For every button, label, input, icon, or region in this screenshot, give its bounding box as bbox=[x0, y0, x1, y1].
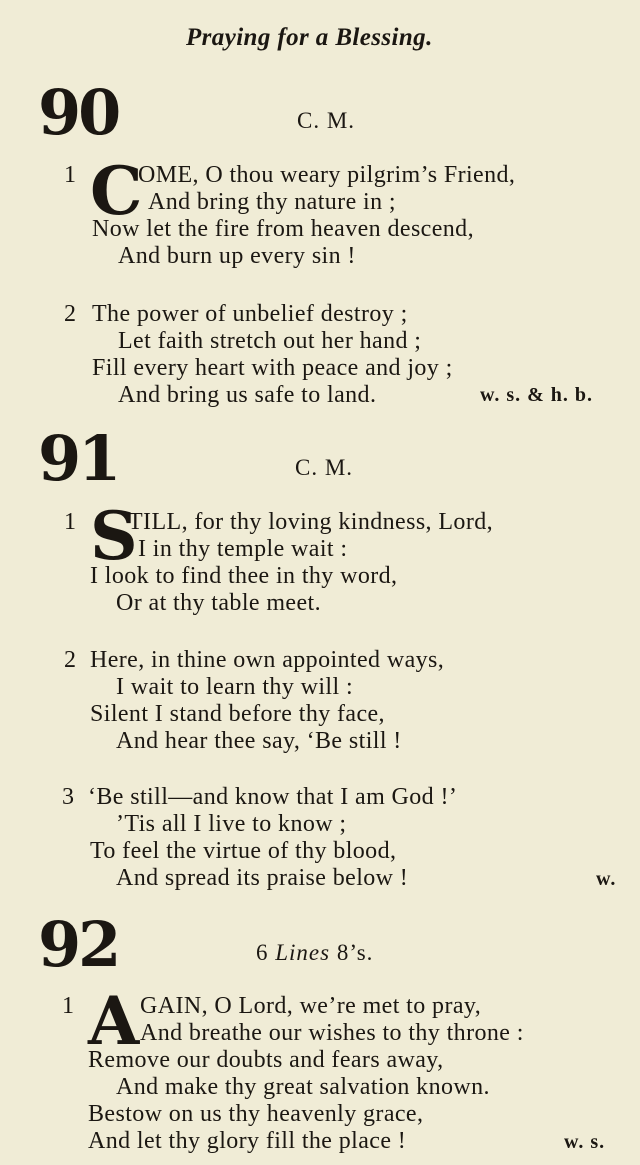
verse-line: OME, O thou weary pilgrim’s Friend, bbox=[138, 162, 516, 188]
verse-line: I wait to learn thy will : bbox=[116, 674, 354, 700]
verse-line: The power of unbelief destroy ; bbox=[92, 301, 408, 327]
verse-line: Now let the fire from heaven descend, bbox=[92, 216, 474, 242]
stanza-number: 1 bbox=[64, 509, 76, 535]
stanza-number: 1 bbox=[62, 993, 74, 1019]
verse-line: I look to find thee in thy word, bbox=[90, 563, 398, 589]
hymn-author: w. s. bbox=[564, 1131, 606, 1153]
stanza-number: 1 bbox=[64, 162, 76, 188]
hymn-author: w. bbox=[596, 868, 617, 890]
verse-line: ‘Be still—and know that I am God !’ bbox=[88, 784, 458, 810]
verse-line: And burn up every sin ! bbox=[118, 243, 356, 269]
verse-line: Let faith stretch out her hand ; bbox=[118, 328, 422, 354]
verse-line: Silent I stand before thy face, bbox=[90, 701, 385, 727]
stanza-number: 2 bbox=[64, 647, 76, 673]
stanza-number: 3 bbox=[62, 784, 74, 810]
verse-line: Fill every heart with peace and joy ; bbox=[92, 355, 453, 381]
drop-cap: C bbox=[90, 152, 143, 230]
hymn-author: w. s. & h. b. bbox=[480, 384, 594, 406]
verse-line: To feel the virtue of thy blood, bbox=[90, 838, 397, 864]
meter-word: Lines bbox=[275, 940, 331, 965]
meter-suffix: 8’s. bbox=[336, 940, 374, 965]
verse-line: And make thy great salvation known. bbox=[116, 1074, 490, 1100]
verse-line: I in thy temple wait : bbox=[138, 536, 348, 562]
verse-line: And breathe our wishes to thy throne : bbox=[140, 1020, 524, 1046]
verse-line: And bring us safe to land. bbox=[118, 382, 377, 408]
verse-line: And bring thy nature in ; bbox=[148, 189, 396, 215]
hymn-meter bbox=[256, 940, 373, 966]
hymn-number: 92 bbox=[38, 908, 119, 981]
stanza-number: 2 bbox=[64, 301, 76, 327]
verse-line: Bestow on us thy heavenly grace, bbox=[88, 1101, 424, 1127]
meter-count: 6 bbox=[256, 940, 269, 965]
verse-line: GAIN, O Lord, we’re met to pray, bbox=[140, 993, 482, 1019]
verse-line: And hear thee say, ‘Be still ! bbox=[116, 728, 402, 754]
verse-line: And let thy glory fill the place ! bbox=[88, 1128, 407, 1154]
verse-line: TILL, for thy loving kindness, Lord, bbox=[128, 509, 494, 535]
hymn-number: 91 bbox=[38, 422, 119, 495]
verse-line: And spread its praise below ! bbox=[116, 865, 409, 891]
verse-line: Remove our doubts and fears away, bbox=[88, 1047, 444, 1073]
page-header: Praying for a Blessing. bbox=[186, 24, 433, 51]
drop-cap: A bbox=[88, 982, 140, 1060]
hymn-meter: C. M. bbox=[295, 455, 354, 480]
verse-line: Or at thy table meet. bbox=[116, 590, 321, 616]
verse-line: ’Tis all I live to know ; bbox=[116, 811, 347, 837]
hymn-meter: C. M. bbox=[297, 108, 356, 133]
verse-line: Here, in thine own appointed ways, bbox=[90, 647, 445, 673]
drop-cap: S bbox=[90, 497, 138, 575]
hymn-number: 90 bbox=[38, 76, 119, 149]
